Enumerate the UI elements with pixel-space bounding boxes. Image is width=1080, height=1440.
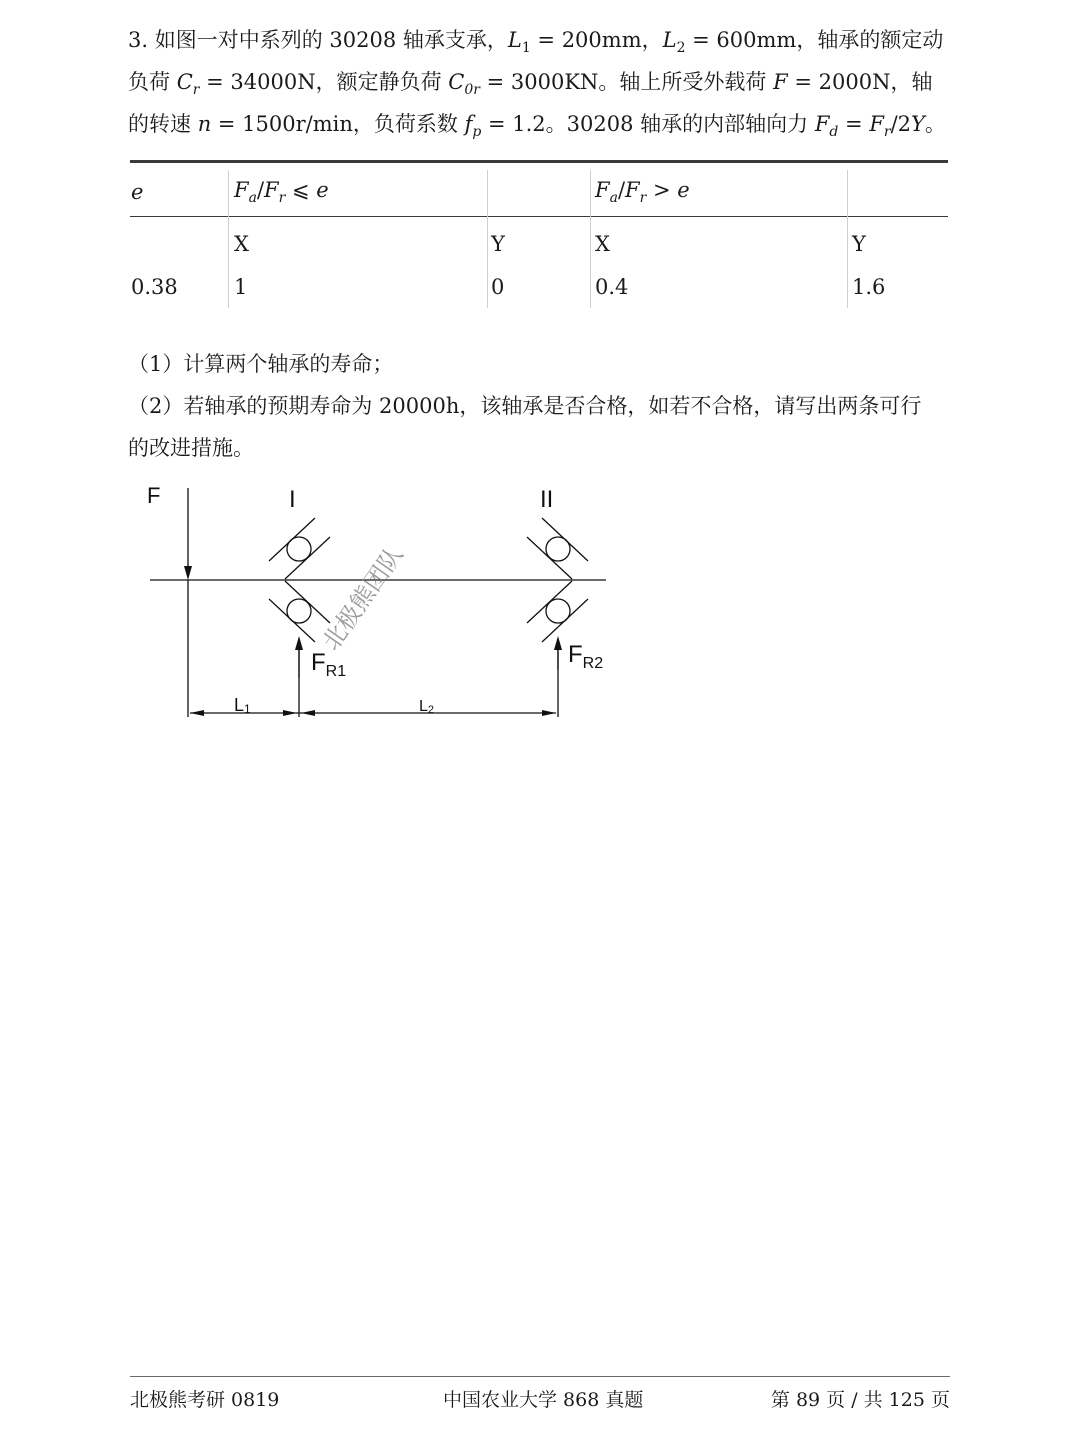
label-F: F [147, 483, 161, 508]
dim-arrowhead [283, 710, 297, 716]
table-cell-y2: 1.6 [852, 275, 886, 299]
label-FR2 [568, 641, 603, 672]
var-L2: L [662, 28, 677, 52]
sub-L1: 1 [521, 40, 531, 56]
reaction-arrowhead-FR2 [554, 636, 562, 650]
table-subheader-x1: X [234, 232, 249, 256]
sym-e: e [316, 178, 329, 202]
operator-gt: > [646, 178, 678, 202]
reaction-arrowhead-FR1 [295, 636, 303, 650]
text-over-2: /2 [890, 112, 912, 136]
question-1: （1）计算两个轴承的寿命； [128, 352, 394, 376]
dim-arrowhead [542, 710, 556, 716]
label-L1-main: L [234, 695, 245, 715]
var-Y: Y [911, 112, 925, 136]
var-n: n [197, 112, 212, 136]
table-col-sep [847, 170, 848, 308]
var-fp: f [464, 112, 473, 136]
table-cell-y1: 0 [491, 275, 505, 299]
label-L2-sub: 2 [427, 704, 435, 716]
value-L1: = 200mm， [530, 28, 663, 52]
label-FR2-main: F [568, 641, 583, 668]
footer-rule [130, 1376, 950, 1377]
problem-prefix: 3. 如图一对中系列的 30208 轴承支承， [128, 28, 508, 52]
roller-circle [287, 537, 311, 561]
equals-sign: = [838, 112, 870, 136]
table-col-sep [228, 170, 229, 308]
bearing-diagram [0, 470, 1080, 730]
table-cell-x2: 0.4 [595, 275, 629, 299]
table-cell-e: 0.38 [131, 275, 178, 299]
question-2-line-1: （2）若轴承的预期寿命为 20000h，该轴承是否合格，如若不合格，请写出两条可行 [128, 394, 922, 418]
table-top-rule [130, 160, 948, 163]
value-fp: = 1.2。30208 轴承的内部轴向力 [481, 112, 815, 136]
table-subheader-y1: Y [491, 232, 505, 256]
table-col-sep [487, 170, 488, 308]
value-F: = 2000N，轴 [787, 70, 933, 94]
problem-line-1 [128, 19, 950, 61]
dim-arrowhead [301, 710, 315, 716]
sub-C0r: 0r [464, 82, 480, 98]
var-Cr: C [176, 70, 193, 94]
value-L2: = 600mm，轴承的额定动 [685, 28, 944, 52]
value-C0r: = 3000KN。轴上所受外载荷 [479, 70, 774, 94]
text-load: 负荷 [128, 70, 177, 94]
var-C0r: C [448, 70, 465, 94]
sub-L2: 2 [676, 40, 686, 56]
table-subheader-y2: Y [852, 232, 866, 256]
footer-page-number: 第 89 页 / 共 125 页 [770, 1389, 950, 1411]
sub-Fd: d [829, 124, 839, 140]
text-speed: 的转速 [128, 112, 198, 136]
value-Cr: = 34000N，额定静负荷 [199, 70, 449, 94]
label-L2 [419, 698, 434, 716]
var-Fr: F [869, 112, 884, 136]
sub-fp: p [472, 124, 482, 140]
sub-a: a [609, 190, 618, 206]
footer-center: 中国农业大学 868 真题 [443, 1389, 644, 1411]
slash: / [617, 178, 626, 202]
sub-r: r [639, 190, 647, 206]
problem-line-2 [128, 61, 950, 103]
period: 。 [924, 112, 946, 136]
label-L1 [234, 695, 251, 716]
sym-F: F [595, 178, 610, 202]
load-arrowhead-F [184, 566, 192, 580]
var-Fd: F [814, 112, 830, 136]
label-L2-main: L [419, 698, 428, 715]
sub-Fr: r [883, 124, 891, 140]
footer-left: 北极熊考研 0819 [130, 1389, 280, 1411]
label-bearing-I: I [289, 486, 296, 513]
table-col-sep [590, 170, 591, 308]
table-header-e: e [131, 180, 144, 204]
label-FR1-main: F [311, 649, 326, 676]
label-FR2-sub: R2 [582, 655, 604, 672]
table-header-gt [595, 178, 690, 206]
sym-F: F [625, 178, 640, 202]
sub-a: a [248, 190, 257, 206]
question-2-line-2: 的改进措施。 [128, 436, 254, 460]
table-mid-rule [130, 216, 948, 217]
roller-circle [287, 599, 311, 623]
label-bearing-II: II [540, 486, 554, 513]
sub-r: r [278, 190, 286, 206]
var-L1: L [507, 28, 522, 52]
problem-statement [128, 19, 950, 145]
var-F: F [773, 70, 788, 94]
sym-e: e [677, 178, 690, 202]
roller-circle [546, 537, 570, 561]
watermark-text: 北极熊团队 [317, 541, 409, 656]
value-n: = 1500r/min，负荷系数 [211, 112, 465, 136]
table-subheader-x2: X [595, 232, 610, 256]
questions [128, 343, 950, 469]
problem-line-3 [128, 103, 950, 145]
label-L1-sub: 1 [244, 702, 251, 716]
sym-F: F [264, 178, 279, 202]
sym-F: F [234, 178, 249, 202]
roller-circle [546, 599, 570, 623]
sub-Cr: r [192, 82, 200, 98]
table-header-le [234, 178, 329, 206]
dim-arrowhead [190, 710, 204, 716]
slash: / [256, 178, 265, 202]
bearing-II [527, 486, 603, 672]
table-cell-x1: 1 [234, 275, 248, 299]
operator-le: ⩽ [285, 178, 317, 202]
label-FR1-sub: R1 [325, 663, 347, 680]
